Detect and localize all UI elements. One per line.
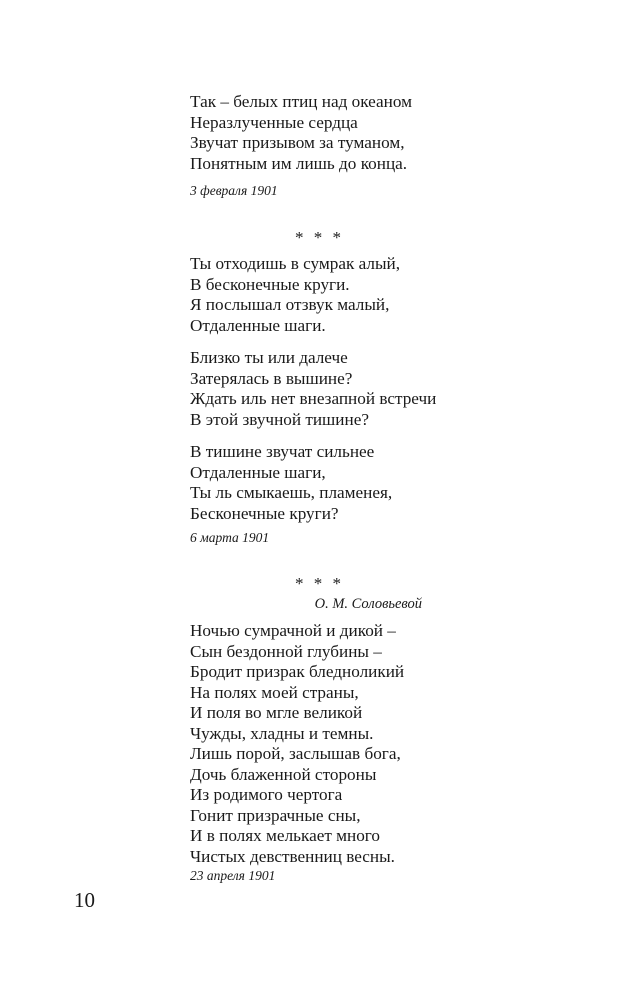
- poem-2: [190, 254, 520, 524]
- poem-line: В бесконечные круги.: [190, 274, 350, 294]
- poem-3: [190, 621, 520, 867]
- poem-dedication: О. М. Соловьевой: [314, 596, 422, 612]
- poem-line: Так – белых птиц над океаном: [190, 92, 412, 111]
- poem-line: Затерялась в вышине?: [190, 368, 353, 388]
- poem-line: Понятным им лишь до конца.: [190, 153, 408, 173]
- poem-line: Ждать иль нет внезапной встречи: [190, 389, 437, 408]
- poem-line: И в полях мелькает много: [190, 826, 381, 845]
- poem-date: 3 февраля 1901: [190, 183, 278, 198]
- stanza: [190, 348, 520, 430]
- stanza: [190, 254, 520, 336]
- poem-1-ending: [190, 92, 520, 174]
- poem-line: Отдаленные шаги,: [190, 462, 326, 482]
- poem-line: Гонит призрачные сны,: [190, 805, 361, 825]
- poem-line: В этой звучной тишине?: [190, 409, 369, 429]
- poem-separator: * * *: [295, 228, 344, 247]
- poem-line: Бродит призрак бледноликий: [190, 662, 405, 681]
- poem-line: Дочь блаженной стороны: [190, 764, 377, 784]
- poem-line: Ты отходишь в сумрак алый,: [190, 254, 401, 273]
- poem-line: Неразлученные сердца: [190, 112, 358, 132]
- poem-line: Отдаленные шаги.: [190, 315, 326, 335]
- poem-line: Близко ты или далече: [190, 348, 348, 367]
- poem-line: Чужды, хладны и темны.: [190, 723, 374, 743]
- poem-line: Звучат призывом за туманом,: [190, 133, 405, 152]
- poem-date: 6 марта 1901: [190, 530, 270, 545]
- poem-line: Я послышал отзвук малый,: [190, 295, 390, 314]
- stanza: [190, 92, 520, 174]
- poem-line: Чистых девственниц весны.: [190, 846, 395, 866]
- poem-date: 23 апреля 1901: [190, 868, 276, 883]
- poem-line: Сын бездонной глубины –: [190, 641, 382, 661]
- poem-line: Ты ль смыкаешь, пламенея,: [190, 483, 393, 502]
- poem-separator: * * *: [295, 574, 344, 593]
- poem-line: Бесконечные круги?: [190, 503, 339, 523]
- poem-line: Лишь порой, заслышав бога,: [190, 744, 401, 763]
- stanza: [190, 442, 520, 524]
- page-number: 10: [74, 888, 95, 912]
- stanza: [190, 621, 520, 867]
- poem-line: В тишине звучат сильнее: [190, 442, 375, 461]
- poem-line: На полях моей страны,: [190, 682, 359, 702]
- poem-line: И поля во мгле великой: [190, 703, 363, 722]
- poem-line: Из родимого чертога: [190, 785, 343, 804]
- poem-line: Ночью сумрачной и дикой –: [190, 621, 396, 640]
